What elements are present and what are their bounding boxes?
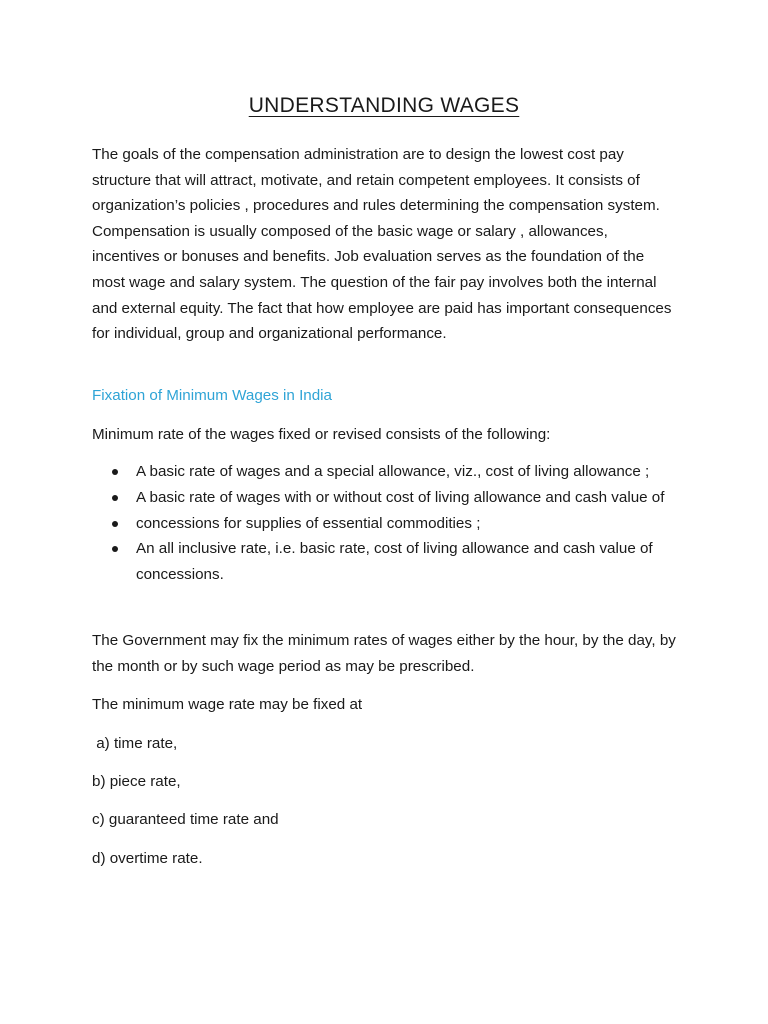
minimum-rate-lead: Minimum rate of the wages fixed or revised consists of the following: xyxy=(92,426,551,443)
fixed-at-lead: The minimum wage rate may be fixed at xyxy=(92,696,363,713)
list-item-text: A basic rate of wages with or without cost of living allowance and cash value of xyxy=(136,488,665,506)
intro-paragraph: The goals of the compensation administration are to design the lowest cost pay structure that will attract, motivate, and retain competent employees. It consists of organization’s policies , procedures and rules determining the compensation system. Compensation is usually composed of the basic wage or salary , allowances, incentives or bonuses and benefits. Job evaluation serves as the foundation of the most wage and salary system. The question of the fair pay involves both the internal and external equity. The fact that how employee are paid has important consequences for individual, group and organizational performance. xyxy=(92,146,672,343)
rate-item-overtime: d) overtime rate. xyxy=(92,850,203,867)
bullet-icon xyxy=(112,495,118,501)
list-item-text: An all inclusive rate, i.e. basic rate, cost of living allowance and cash value of concessions. xyxy=(136,540,653,584)
rate-item-time: a) time rate, xyxy=(92,735,178,752)
document-title: UNDERSTANDING WAGES xyxy=(248,94,520,117)
rate-item-piece: b) piece rate, xyxy=(92,773,181,790)
bullet-icon xyxy=(112,521,118,527)
bullet-icon xyxy=(112,469,118,475)
list-item xyxy=(92,536,692,588)
list-item xyxy=(92,485,692,511)
list-item xyxy=(92,459,692,485)
bullet-icon xyxy=(112,546,118,552)
bullet-list xyxy=(92,459,692,588)
list-item-text: concessions for supplies of essential commodities ; xyxy=(136,514,481,532)
government-paragraph: The Government may fix the minimum rates of wages either by the hour, by the day, by the month or by such wage period as may be prescribed. xyxy=(92,632,676,675)
list-item xyxy=(92,511,692,537)
rate-item-guaranteed: c) guaranteed time rate and xyxy=(92,811,279,828)
list-item-text: A basic rate of wages and a special allowance, viz., cost of living allowance ; xyxy=(136,463,650,480)
section-heading: Fixation of Minimum Wages in India xyxy=(92,387,332,404)
